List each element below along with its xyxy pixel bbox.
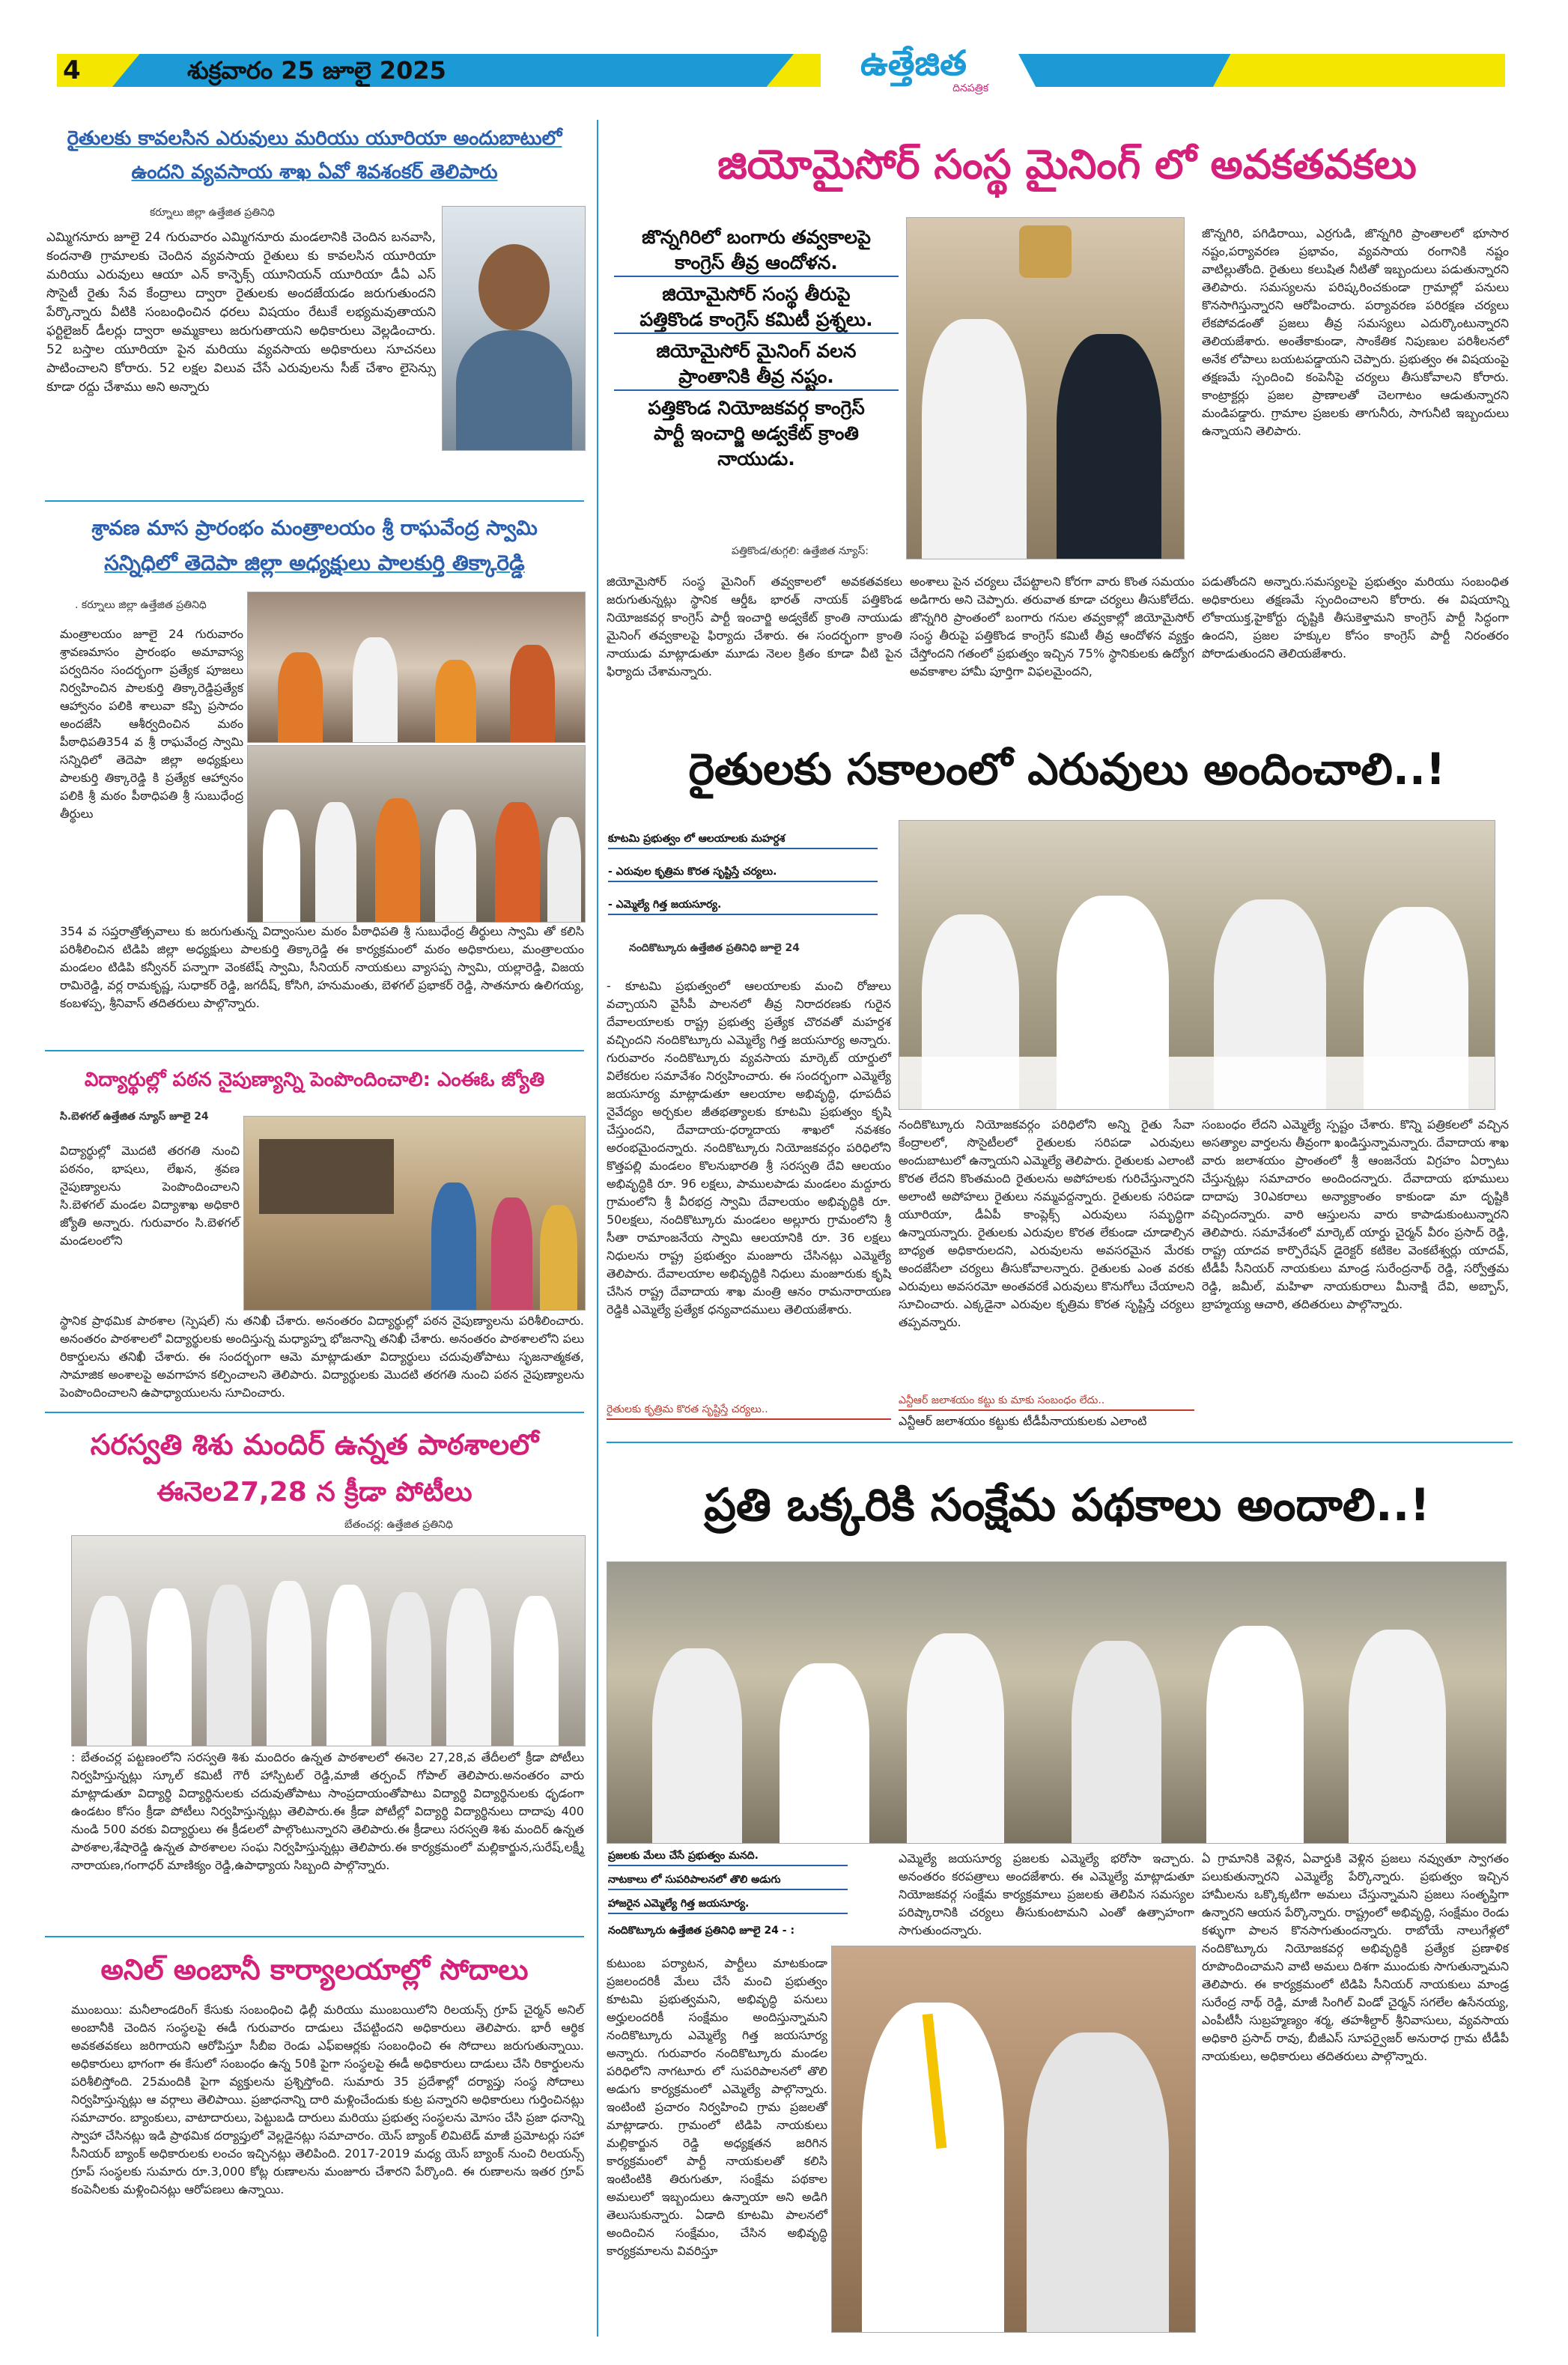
a1-photo-portrait <box>442 206 586 451</box>
a4-headline-1: సరస్వతి శిశు మందిర్ ఉన్నత పాఠశాలలో <box>90 1428 539 1461</box>
masthead <box>0 0 1568 94</box>
r1-box-line-1: జొన్నగిరిలో బంగారు తవ్వకాలపై <box>642 226 871 248</box>
r3-cap-1: ప్రజలకు మేలు చేసే ప్రభుత్వం మనది. <box>608 1847 848 1866</box>
a1-rule <box>45 500 584 502</box>
a2-body-wide: 354 వ సప్తరాత్రోత్సవాలు కు జరుగుతున్న విద్వాంసుల మఠం పీఠాధిపతి శ్రీ సుబుధేంద్ర తీర్థులు స్వామి తో కలిసి పరిశీలించిన టిడిపి జిల్లా అధ్యక్షులు పాలకుర్తి తిక్కారెడ్డి ఈ కార్యక్రమంలో మఠం అధికారులు, మంత్రాలయం మండలం టిడిపి కన్వీనర్ పన్నాగా వెంకటేష్ స్వామి, సీనియర్ నాయకులు వ్యాసప్ప స్వామి, యల్లారెడ్డి, విజయ రామిరెడ్డి, వర్ల రామకృష్ణ, సుధాకర్ రెడ్డి, జగదీష్, కోసిగి, హనుమంతు, బెళగల్ ప్రభాకర్ రెడ్డి, సాతనూరు ఉలిగయ్య, కంబళప్ప, శ్రీనివాస్ తదితరులు పాల్గొన్నారు. <box>60 924 589 1010</box>
a5-body: ముంబయి: మనీలాండరింగ్ కేసుకు సంబంధించి ఢిల్లీ మరియు ముంబయిలోని రిలయన్స్ గ్రూప్ చైర్మన్ అనిల్ అంబానీకి చెందిన సంస్థలపై ఈడీ గురువారం దాడులు చేపట్టిందని అధికారులు తెలిపారు. భారీ ఆర్థిక అవకతవకలు జరిగాయని ఆరోపిస్తూ సీబీఐ రెండు ఎఫ్ఐఆర్లకు సంబంధించి ఈ సోదాలు జరుగుతున్నాయి. అధికారులు భాగంగా ఈ కేసులో సంబంధం ఉన్న 50కి పైగా సంస్థలపై ఈడీ అధికారులు దాడులు చేసి రికార్డులను పరిశీలిస్తోంది. 25మందికి పైగా వ్యక్తులను ప్రశ్నిస్తోంది. సుమారు 35 ప్రదేశాల్లో దర్యాప్తు సంస్థ సోదాలు నిర్వహిస్తున్నట్లు ఆ వర్గాలు తెలిపాయి. ప్రజాధనాన్ని దారి మళ్లించేందుకు కుట్ర పన్నారని అధికారులు గుర్తించినట్లు సమాచారం. బ్యాంకులు, వాటాదారులు, పెట్టుబడి దారులు మరియు ప్రభుత్వ సంస్థలను మోసం చేసి ప్రజా ధనాన్ని స్వాహా చేసినట్లు ఇడి ప్రాథమిక దర్యాప్తులో వెల్లడైనట్లు సమాచారం. యెస్ బ్యాంక్ లిమిటెడ్ మాజీ ప్రమోటర్లు సహా సీనియర్ బ్యాంక్ అధికారులకు లంచం ఇచ్చినట్లు తెలిపింది. 2017-2019 మధ్య యెస్ బ్యాంక్ నుంచి రిలయన్స్ గ్రూప్ సంస్థలకు సుమారు రూ.3,000 కోట్ల రుణాలను మంజూరు చేశారని పేర్కొంది. ఈ రుణాలను ఇతర గ్రూప్ కంపెనీలకు మళ్లించినట్లు ఆరోపణలు ఉన్నాయి. <box>71 2003 589 2196</box>
logo-text: ఉత్తేజిత <box>860 43 967 83</box>
r1-box-line-3: జియోమైసోర్ సంస్థ తీరుపై <box>662 283 851 305</box>
r3-photo-village <box>607 1561 1507 1844</box>
issue-date: శుక్రవారం 25 జూలై 2025 <box>187 56 446 85</box>
masthead-yellow-right <box>1213 54 1505 87</box>
r3-cap-3: హాజరైన ఎమ్మెల్యే గిత్త జయసూర్య. <box>608 1895 848 1914</box>
logo <box>824 43 1003 97</box>
page-number: 4 <box>63 55 81 85</box>
r1-box-line-9: నాయుడు. <box>717 448 795 470</box>
a2-photo-bottom <box>247 745 586 923</box>
a2-photo-top <box>247 592 586 743</box>
r2-col-b: నందికొట్కూరు నియోజకవర్గం పరిధిలోని అన్ని రైతు సేవా కేంద్రాలలో, సొసైటీలలో రైతులకు సరిపడా ఎరువులు అందుబాటులో ఉన్నాయని ఎమ్మెల్యే తెలిపారు. రైతులకు ఎలాంటి కొరత లేదని కొంతమంది రైతులను అపోహలకు గురిచేస్తున్నారని అలాంటి అపోహలు రైతులు నమ్మవద్దన్నారు. రైతులకు సరిపడా యూరియా, డీఏపీ కాంప్లెక్స్ ఎరువులు సమృద్ధిగా ఉన్నాయన్నారు. రైతులకు ఎరువుల కొరత లేకుండా చూడాల్సిన బాధ్యత అధికారులదని, ఎరువులను అవసరమైన మేరకు అందజేసేలా చర్యలు తీసుకోవాలన్నారు. రైతులకు ఎంత వరకు ఎరువులు అవసరమో అంతవరకే ఎరువులు కొనుగోలు చేయాలని సూచించారు. ఎక్కడైనా ఎరువుల కృత్రిమ కొరత సృష్టిస్తే చర్యలు తప్పవన్నారు. <box>899 1117 1199 1329</box>
r1-bottom-1: జియోమైసోర్ సంస్థ మైనింగ్ తవ్వకాలలో అవకతవకలు జరుగుతున్నట్లు స్థానిక ఆర్డీఓ భారత్ నాయక్ పత్తికొండ నియోజకవర్గ కాంగ్రెస్ పార్టీ ఇంచార్జి అడ్వకేట్ క్రాంతి నాయుడు మైనింగ్ తవ్వకాలపై ఫిర్యాదు చేశారు. ఈ సందర్భంగా క్రాంతి నాయుడు మాట్లాడుతూ మూడు నెలల క్రితం కూడా వీటి పైన ఫిర్యాదు చేశామన్నారు. <box>607 574 907 678</box>
r2-sub-1: కూటమి ప్రభుత్వం లో ఆలయాలకు మహర్దశ <box>608 830 878 849</box>
a4-photo-group <box>71 1535 586 1746</box>
r2-headline: రైతులకు సకాలంలో ఎరువులు అందించాలి..! <box>688 744 1446 795</box>
a1-headline-1: రైతులకు కావలసిన ఎరువులు మరియు యూరియా అందుబాటులో <box>67 127 562 150</box>
page-column-divider <box>597 120 598 2337</box>
r3-headline: ప్రతి ఒక్కరికి సంక్షేమ పథకాలు అందాలి..! <box>704 1479 1430 1531</box>
a2-body-narrow: మంత్రాలయం జూలై 24 గురువారం శ్రావణమాసం ప్రారంభం అమావాస్య పర్వదినం సందర్భంగా ప్రత్యేక పూజలు నిర్వహించిన పాలకుర్తి తిక్కారెడ్డిప్రత్యేక ఆహ్వానం పలికి శాలువా కప్పి ప్రసాదం అందజేసి ఆశీర్వదించిన మఠం పీఠాధిపతి354 వ శ్రీ రాఘవేంద్ర స్వామి సన్నిధిలో తెదెపా జిల్లా అధ్యక్షులు పాలకుర్తి తిక్కారెడ్డి కి ప్రత్యేక ఆహ్వానం పలికి శ్రీ మఠం పీఠాధిపతి శ్రీ సుబుధేంద్ర తీర్థులు <box>60 627 248 821</box>
a4-headline-2: ఈనెల27,28 న క్రీడా పోటీలు <box>157 1477 472 1508</box>
r1-box-line-7: పత్తికొండ నియోజకవర్గ కాంగ్రెస్ <box>648 397 865 419</box>
a1-body: ఎమ్మిగనూరు జూలై 24 గురువారం ఎమ్మిగనూరు మండలానికి చెందిన బనవాసి, కందనాతి గ్రామాలకు చెందిన వ్యవసాయ రైతులు కు కావలసిన యూరియా మరియు ఎరువులు ఆయా ఎన్ కాన్ఫెక్స్ యూనియన్ యూరియా డీఏ ఎస్ సొసైటీ రైతు సేవ కేంద్రాలు ద్వారా రైతులకు అందజేయడం జరుగుతుందని పేర్కొన్నారు వీటికి సంబంధించిన ధరలు విషయం రేటుకే లభ్యమవుతాయని ఫర్టిలైజర్ డీలర్లు ద్వారా అమ్మకాలు జరుగుతాయని అధికారులు వెల్లడించారు. 52 బస్తాల యూరియా పైన మరియు వ్యవసాయ అధికారులు సూచనలు పాటించాలని కోరారు. 52 లక్షల విలువ చేసే ఎరువులను సీజ్ చేశాం లైసెన్సు కూడా రద్దు చేశాము అని అన్నారు <box>46 230 440 395</box>
r1-box-line-2: కాంగ్రెస్ తీవ్ర ఆందోళన. <box>614 250 899 277</box>
r3-col-c: ఏ గ్రామానికి వెళ్లిన, ఏవార్డుకి వెళ్లిన ప్రజలు నవ్వుతూ స్వాగతం పలుకుతున్నారని ఎమ్మెల్యే పేర్కొన్నారు. ప్రభుత్వం ఇచ్చిన హామీలను ఒక్కొక్కటిగా అమలు చేస్తున్నామని ప్రజలు సంతృప్తిగా ఉన్నారని ఆయన పేర్కొన్నారు. రాష్ట్రంలో అభివృద్ధి, సంక్షేమం రెండు కళ్ళుగా పాలన కొనసాగుతుందన్నారు. రాబోయే నాలుగేళ్లలో నందికొట్కూరు నియోజకవర్గ అభివృద్ధికి ప్రత్యేక ప్రణాళిక రూపొందించామని వాటి అమలు దిశగా ముందుకు సాగుతున్నామని తెలిపారు. ఈ కార్యక్రమంలో టిడిపి సీనియర్ నాయకులు మాండ్ర సురేంద్ర నాథ్ రెడ్డి, మాజీ సింగిల్ విండో చైర్మన్ సగలేల ఉసేనయ్య, ఎంపీటీసీ సుబ్రహ్మణ్యం శర్మ, తహశీల్దార్ శ్రీనివాసులు, వ్యవసాయ అధికారి ప్రసాద్ రావు, బీజీఎస్ సూపర్వైజర్ అనురాధ గ్రామ టీడీపీ నాయకులు, అధికారులు తదితరులు పాల్గొన్నారు. <box>1202 1851 1513 2063</box>
r1-box-line-5: జియోమైసోర్ మైనింగ్ వలన <box>656 340 857 362</box>
a2-headline-1: శ్రావణ మాస ప్రారంభం మంత్రాలయం శ్రీ రాఘవేంద్ర స్వామి <box>91 517 538 540</box>
a2-byline: . కర్నూలు జిల్లా ఉత్తేజిత ప్రతినిధి <box>75 599 207 611</box>
r2-sub-2: - ఎరువుల కృత్రిమ కొరత సృష్టిస్తే చర్యలు. <box>608 863 878 882</box>
masthead-blue-right <box>1018 54 1236 87</box>
r1-summary-box <box>614 225 899 539</box>
r2-col-a: - కూటమి ప్రభుత్వంలో ఆలయాలకు మంచి రోజులు వచ్చాయని వైసీపీ పాలనలో తీవ్ర నిరాదరణకు గురైన దేవాలయాలకు రాష్ట్ర ప్రభుత్వ ప్రత్యేక చొరవతో మహర్దశ వచ్చిందని నందికొట్కూరు ఎమ్మెల్యే గిత్త జయసూర్య అన్నారు. గురువారం నందికొట్కూరు వ్యవసాయ మార్కెట్ యార్డులో విలేకరుల సమావేశం నిర్వహించారు. ఈ సందర్భంగా ఎమ్మెల్యే జయసూర్య మాట్లాడుతూ ఆలయాల అభివృద్ధి, ధూపదీప నైవేద్యం అర్చకుల జీతభత్యాలకు కూటమి ప్రభుత్వం కృషి చేస్తుందని, దేవాదాయ-ధర్మాదాయ శాఖలో నవశకం అరంభమైందన్నారు. నందికొట్కూరు నియోజకవర్గం పరిధిలోని కొత్తపల్లి మండలం కొలనుభారతి శ్రీ సరస్వతి దేవి ఆలయం అభివృద్ధికి రూ. 96 లక్షలు, పాములపాడు మండలం మద్దూరు గ్రామంలోని శ్రీ వీరభద్ర స్వామి దేవాలయం అభివృద్ధికి రూ. 50లక్షలు, నందికొట్కూరు మండలం అల్లూరు గ్రామంలోని శ్రీ సీతా రామాంజనేయ స్వామి ఆలయానికి రూ. 36 లక్షలు నిధులను రాష్ట్ర ప్రభుత్వం మంజూరు చేసినట్లు ఎమ్మెల్యే తెలిపారు. దేవాలయాల అభివృద్ధికి నిధులు మంజూరుకు కృషి చేసిన రాష్ట్ర దేవాదాయ శాఖ మంత్రి ఆనం రామనారాయణ రెడ్డికి ఎమ్మెల్యే ప్రత్యేక ధన్యవాదములు తెలియజేశారు. <box>607 979 896 1317</box>
a3-body-wide: స్థానిక ప్రాథమిక పాఠశాల (స్పెషల్) ను తనిఖీ చేశారు. అనంతరం విద్యార్థుల్లో పఠన నైపుణ్యాలను పరిశీలించారు. అనంతరం పాఠశాలలో విద్యార్థులకు అందిస్తున్న మధ్యాహ్న భోజనాన్ని తనిఖీ చేశారు. అనంతరం పాఠశాలలోని పలు రికార్డులను తనిఖీ చేశారు. ఈ సందర్భంగా ఆమె మాట్లాడుతూ విద్యార్థులు చదువుతోపాటు సృజనాత్మకత, సామాజిక అంశాలపై అవగాహన కల్పించాలని తెలిపారు. విద్యార్థులకు మొదటి తరగతి నుంచి పఠన నైపుణ్యాలను పెంపొందించాలని ఉపాధ్యాయులను సూచించారు. <box>60 1314 589 1400</box>
a4-byline: బేతంచర్ల: ఉత్తేజిత ప్రతినిధి <box>344 1519 453 1531</box>
r3-byline: నందికొట్కూరు ఉత్తేజిత ప్రతినిధి జూలై 24 - : <box>608 1925 795 1937</box>
a3-rule <box>45 1412 584 1413</box>
r2-rule <box>607 1442 1513 1443</box>
r2-col-a-foot: రైతులకు కృత్రిమ కొరత సృష్టిస్తే చర్యలు.. <box>607 1400 891 1420</box>
r1-col-right: జొన్నగిరి, పగిడిరాయి, ఎర్రగుడి, జొన్నగిరి ప్రాంతాలలో భూసార నష్టం,పర్యావరణ ప్రభావం, వ్యవసాయ రంగానికి నష్టం వాటిల్లుతోంది. రైతులు కలుషిత నీటితో ఇబ్బందులు పడుతున్నారని తెలిపారు. సమస్యలను పరిష్కరించకుండా గ్రామాల్లో పనులు కొనసాగిస్తున్నారని ఆరోపించారు. పర్యావరణ పరిరక్షణ చర్యలు లేకపోవడంతో ప్రజలు తీవ్ర సమస్యలు ఎదుర్కొంటున్నారని తెలియజేశారు. అంతేకాకుండా, సాంకేతిక నిపుణుల పరిశీలనలో అనేక లోపాలు బయటపడ్డాయని చెప్పారు. ప్రభుత్వం ఈ విషయంపై తక్షణమే స్పందించి కంపెనీపై చర్యలు తీసుకోవాలని కోరారు. కాంట్రాక్టర్లు ప్రజల ప్రాణాలతో చెలగాటం ఆడుతున్నారని మండిపడ్డారు. గ్రామాల ప్రజలకు తాగునీరు, సాగునీటి ఇబ్బందులు ఉన్నాయని తెలిపారు. <box>1202 226 1513 438</box>
r3-photo-handover <box>831 1946 1196 2333</box>
r2-col-b-foot-2: ఎన్టీఆర్ జలాశయం కట్టుకు టీడీపీనాయకులకు ఎలాంటి <box>899 1414 1147 1428</box>
a3-byline: సి.బెళగల్ ఉత్తేజిత న్యూస్ జూలై 24 <box>60 1111 209 1123</box>
a4-rule <box>45 1936 584 1937</box>
a5-headline: అనిల్ అంబానీ కార్యాలయాల్లో సోదాలు <box>100 1953 529 1986</box>
r1-photo-office <box>906 217 1185 559</box>
r1-byline: పత్తికొండ/తుగ్గలి: ఉత్తేజిత న్యూస్: <box>731 545 869 557</box>
r1-box-line-8: పార్టీ ఇంచార్జి అడ్వకేట్ క్రాంతి <box>654 422 859 444</box>
a1-byline: కర్నూలు జిల్లా ఉత్తేజిత ప్రతినిధి <box>150 207 275 219</box>
r2-sub-3: - ఎమ్మెల్యే గిత్త జయసూర్య. <box>608 896 878 915</box>
r2-col-c: సంబంధం లేదని ఎమ్మెల్యే స్పష్టం చేశారు. కొన్ని పత్రికలలో వచ్చిన అసత్యాల వార్తలను తీవ్రంగా ఖండిస్తున్నామన్నారు. దేవాదాయ శాఖ వారు జలాశయం ప్రాంతంలో శ్రీ ఆంజనేయ విగ్రహం ఏర్పాటు చేస్తున్నట్లు సమాచారం అందిందన్నారు. దేవాదాయ భూములు దాదాపు 30ఎకరాలు అన్యాక్రాంతం కాకుండా మా దృష్టికి వచ్చిందన్నారు. వారి ఆస్తులను వారు కాపాడుకుంటున్నారని తెలిపారు. సమావేశంలో మార్కెట్ యార్డు చైర్మన్ వీరం ప్రసాద్ రెడ్డి, రాష్ట్ర యాదవ కార్పొరేషన్ డైరెక్టర్ కటికెల వెంకటేశ్వర్లు యాదవ్, టీడీపీ సీనియర్ నాయకులు మాండ్ర సురేంద్రనాథ్ రెడ్డి, సర్వోత్తమ రెడ్డి, జమీల్, మహిళా నాయకురాలు మీనాక్షి దేవి, అబ్బాస్, బ్రాహ్మయ్య ఆచారి, తదితరులు పాల్గొన్నారు. <box>1202 1117 1513 1311</box>
r1-box-line-6: ప్రాంతానికి తీవ్ర నష్టం. <box>614 364 899 391</box>
r3-col-a2: కుటుంబ పర్యాటన, పార్టీలు మాటకుండా ప్రజలందరికీ మేలు చేసే మంచి ప్రభుత్వం కూటమి ప్రభుత్వమని, అభివృద్ధి పనులు అర్హులందరికీ సంక్షేమం అందిస్తున్నామని నందికొట్కూరు ఎమ్మెల్యే గిత్త జయసూర్య అన్నారు. గురువారం నందికొట్కూరు మండల పరిధిలోని నాగటూరు లో సుపరిపాలనలో తొలి అడుగు కార్యక్రమంలో ఎమ్మెల్యే పాల్గొన్నారు. ఇంటింటి ప్రచారం నిర్వహించి గ్రామ ప్రజలతో మాట్లాడారు. గ్రామంలో టిడిపి నాయకులు మల్లికార్జున రెడ్డి అధ్యక్షతన జరిగిన కార్యక్రమంలో పార్టీ నాయకులతో కలిసి ఇంటింటికి తిరుగుతూ, సంక్షేమ పథకాల అమలులో ఇబ్బందులు ఉన్నాయా అని అడిగి తెలుసుకున్నారు. ఏడాది కూటమి పాలనలో అందించిన సంక్షేమం, చేసిన అభివృద్ధి కార్యక్రమాలను వివరిస్తూ <box>607 1956 832 2258</box>
logo-sub: దినపత్రిక <box>952 82 988 94</box>
r1-bottom-2: అంశాలు పైన చర్యలు చేపట్టాలని కోరగా వారు కొంత సమయం అడిగారు అని చెప్పారు. తరువాత కూడా చర్యలు తీసుకోలేదు. జొన్నగిరి ప్రాంతంలో బంగారు గనుల తవ్వకాల్లో జియోమైసోర్ సంస్థ తీరుపై పత్తికొండ కాంగ్రెస్ కమిటీ తీవ్ర ఆందోళన వ్యక్తం చేస్తోందని గతంలో ప్రభుత్వం ఇచ్చిన 75% స్థానికులకు ఉద్యోగ అవకాశాల హామీ పూర్తిగా విఫలమైందని, <box>910 574 1199 678</box>
r2-photo-press-meet <box>899 820 1495 1110</box>
a2-headline-2: సన్నిధిలో తెదెపా జిల్లా అధ్యక్షులు పాలకుర్తి తిక్కారెడ్డి <box>104 550 525 575</box>
a3-headline: విద్యార్థుల్లో పఠన నైపుణ్యాన్ని పెంపొందించాలి: ఎంఈఓ జ్యోతి <box>84 1069 545 1091</box>
a3-photo-classroom <box>243 1116 586 1311</box>
r3-cap-2: నాటకాలు లో సుపరిపాలనలో తొలి అడుగు <box>608 1871 848 1890</box>
r2-col-b-foot: ఎన్టీఆర్ జలాశయం కట్టు కు మాకు సంబంధం లేదు.. <box>899 1391 1194 1411</box>
r2-byline: నందికొట్కూరు ఉత్తేజిత ప్రతినిధి జూలై 24 <box>629 942 800 954</box>
r3-col-b: ఎమ్మెల్యే జయసూర్య ప్రజలకు ఎమ్మెల్యే భరోసా ఇచ్చారు. అనంతరం కరపత్రాలు అందజేశారు. ఈ ఎమ్మెల్యే మాట్లాడుతూ నియోజకవర్గ సంక్షేమ కార్యక్రమాలు ప్రజలకు తెలిపిన సమస్యల పరిష్కారానికి చర్యలు తీసుకుంటామని ఎంతో ఉత్సాహంగా సాగుతుందన్నారు. <box>899 1851 1199 1937</box>
r1-bottom-3: పడుతోందని అన్నారు.సమస్యలపై ప్రభుత్వం మరియు సంబంధిత అధికారులు తక్షణమే స్పందించాలని కోరారు. ఈ విషయాన్ని లోకాయుక్త,హైకోర్టు దృష్టికి తీసుకెళ్తామని కాంగ్రెస్ పార్టీ సిద్ధంగా ఉందని, ప్రజల హక్కుల కోసం కాంగ్రెస్ పార్టీ నిరంతరం పోరాడుతుందని తెలియజేశారు. <box>1202 574 1513 661</box>
a2-rule <box>45 1050 584 1051</box>
a4-body: : బేతంచర్ల పట్టణంలోని సరస్వతి శిశు మందిరం ఉన్నత పాఠశాలలో ఈనెల 27,28,వ తేదీలలో క్రీడా పోటీలు నిర్వహిస్తున్నట్లు స్కూల్ కమిటీ గౌరీ హాస్పిటల్ రెడ్డి,మాజీ తర్పంచ్ గోపాల్ తెలిపారు.అనంతరం వారు మాట్లాడుతూ విద్యార్థి విద్యార్థినులకు చదువుతోపాటు సాంప్రదాయంతోపాటు విద్యార్థి విద్యార్థినులకు ధృడంగా ఉండటం కోసం క్రీడా పోటీలు నిర్వహిస్తున్నట్లు తెలిపారు.ఈ క్రీడా పోటీల్లో విద్యార్థి విద్యార్థినులు దాదాపు 400 నుండి 500 వరకు విద్యార్థులు ఈ క్రీడలలో పాల్గొంటున్నారని తెలిపారు.ఈ క్రీడాలు సరస్వతి శిశు మందిర్ ఉన్నత పాఠశాల,శేషారెడ్డి ఉన్నత పాఠశాలల సంఘ నిర్వహిస్తున్నట్లు తెలిపారు.ఈ కార్యక్రమంలో మల్లికార్జున,సురేష్,లక్ష్మీ నారాయణ,గంగాధర్ మాణిక్యం రెడ్డి,ఉపాధ్యాయ సిబ్బంది పాల్గొన్నారు. <box>71 1750 589 1872</box>
a1-headline-2: ఉందని వ్యవసాయ శాఖ ఏవో శివశంకర్ తెలిపారు <box>131 161 498 183</box>
r1-box-line-4: పత్తికొండ కాంగ్రెస్ కమిటీ ప్రశ్నలు. <box>614 307 899 334</box>
a3-body-narrow: విద్యార్థుల్లో మొదటి తరగతి నుంచి పఠనం, భాషలు, లేఖన, శ్రవణ నైపుణ్యాలను పెంపొందించాలని సి.బెళగల్ మండల విద్యాశాఖ అధికారి జ్యోతి అన్నారు. గురువారం సి.బెళగల్ మండలంలోని <box>60 1144 244 1248</box>
r1-headline: జియోమైసోర్ సంస్థ మైనింగ్ లో అవకతవకలు <box>717 141 1417 188</box>
